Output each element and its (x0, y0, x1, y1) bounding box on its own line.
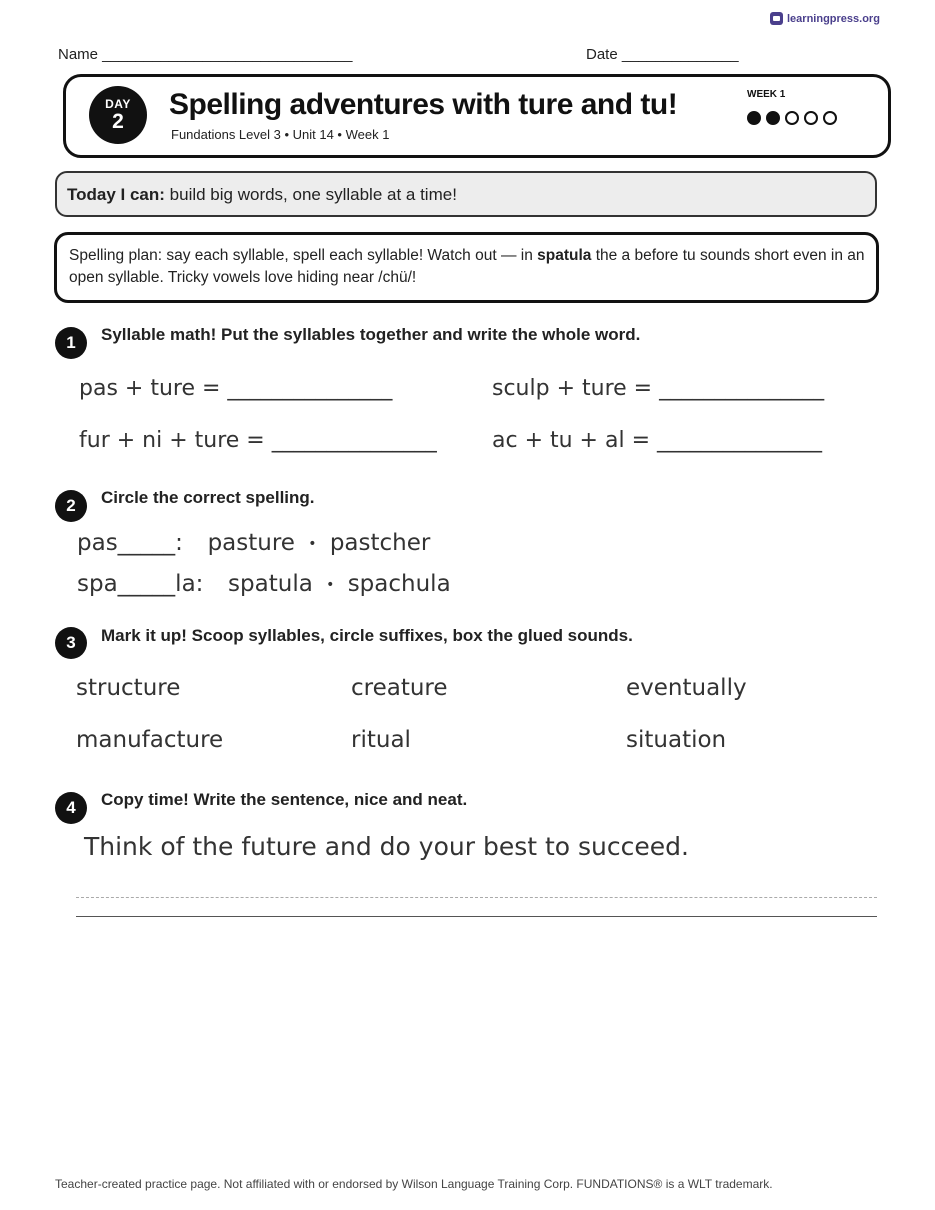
name-field-label: Name ______________________________ (58, 46, 353, 63)
mark-word: eventually (626, 675, 747, 701)
syllable-math-item: ac + tu + al = _______________ (492, 428, 822, 453)
page-subtitle: Fundations Level 3 • Unit 14 • Week 1 (171, 127, 390, 142)
plan-part1: Spelling plan: say each syllable, spell each syllable! Watch out — in (69, 247, 538, 264)
choice-stem: pas_____: (77, 530, 183, 556)
week-dot-filled (747, 111, 761, 125)
section-title-4: Copy time! Write the sentence, nice and neat. (101, 790, 468, 809)
syllable-math-item: fur + ni + ture = _______________ (79, 428, 437, 453)
spelling-plan (69, 245, 869, 289)
spelling-choice-row (77, 571, 451, 597)
section-number-4: 4 (55, 792, 87, 824)
choice-option[interactable]: spatula (228, 571, 313, 597)
week-dot-empty (804, 111, 818, 125)
syllable-math-item: pas + ture = _______________ (79, 376, 393, 401)
plan-sound: /chü/ (378, 269, 412, 286)
mark-word: ritual (351, 727, 411, 753)
brand (770, 12, 880, 25)
spelling-choice-row (77, 530, 430, 556)
day-number: 2 (112, 110, 124, 133)
choice-option[interactable]: spachula (347, 571, 451, 597)
copy-sentence: Think of the future and do your best to succeed. (84, 832, 689, 861)
section-number-3: 3 (55, 627, 87, 659)
date-field-label: Date ______________ (586, 46, 739, 63)
section-number-1: 1 (55, 327, 87, 359)
footer-disclaimer: Teacher-created practice page. Not affiliated with or endorsed by Wilson Language Training Corp. FUNDATIONS® is a WLT trademark. (55, 1177, 773, 1191)
brand-name: learningpress.org (787, 12, 880, 25)
choice-separator: • (308, 535, 317, 552)
syllable-math-item: sculp + ture = _______________ (492, 376, 825, 401)
section-title-1: Syllable math! Put the syllables together and write the whole word. (101, 325, 641, 344)
plan-part2: the a before tu sounds short even in an open syllable. Tricky vowels love hiding near (69, 247, 865, 286)
writing-baseline[interactable] (76, 916, 877, 917)
plan-part3: ! (411, 269, 417, 286)
mark-word: situation (626, 727, 727, 753)
mark-word: manufacture (76, 727, 224, 753)
choice-separator: • (326, 576, 335, 593)
choice-option[interactable]: pasture (207, 530, 295, 556)
day-badge (89, 86, 147, 144)
mark-word: structure (76, 675, 181, 701)
section-title-3: Mark it up! Scoop syllables, circle suffixes, box the glued sounds. (101, 626, 633, 645)
day-word: DAY (105, 97, 131, 111)
today-statement (67, 185, 457, 205)
today-label: Today I can: (67, 185, 165, 204)
week-dot-empty (785, 111, 799, 125)
choice-stem: spa_____la: (77, 571, 204, 597)
mark-word: creature (351, 675, 448, 701)
week-dot-empty (823, 111, 837, 125)
writing-guide-dashed (76, 897, 877, 898)
plan-bold-word: spatula (537, 247, 592, 264)
week-label: WEEK 1 (747, 89, 786, 100)
page-title: Spelling adventures with ture and tu! (169, 88, 678, 121)
week-dot-filled (766, 111, 780, 125)
section-number-2: 2 (55, 490, 87, 522)
book-icon (770, 12, 783, 25)
choice-option[interactable]: pastcher (329, 530, 431, 556)
today-text: build big words, one syllable at a time! (164, 185, 457, 204)
section-title-2: Circle the correct spelling. (101, 488, 315, 507)
week-progress-dots (747, 111, 837, 125)
